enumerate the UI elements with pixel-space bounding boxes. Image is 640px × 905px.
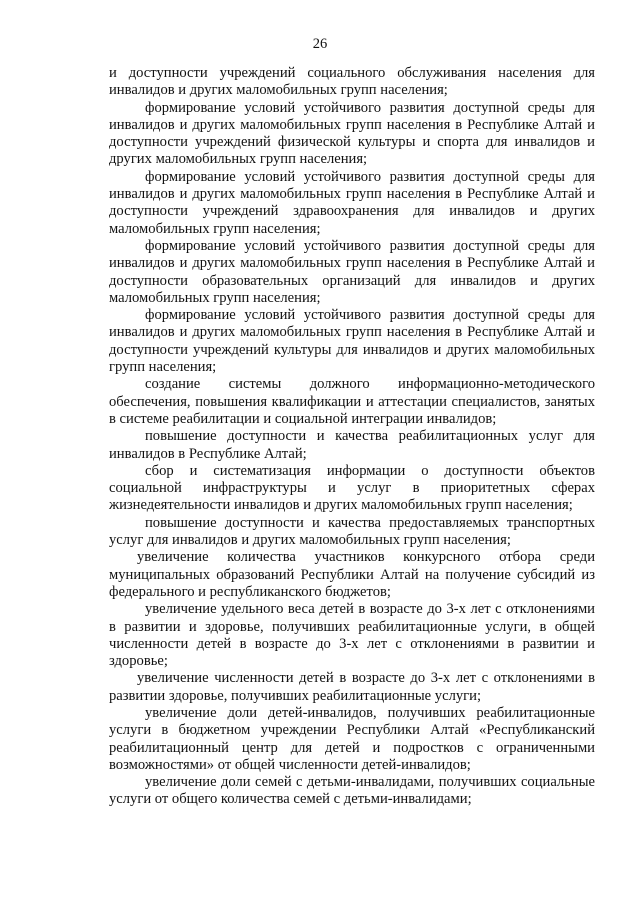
paragraph-educational-organizations: формирование условий устойчивого развития доступной среды для инвалидов и других маломобильных групп населения в Республике Алтай и доступности образовательных организаций для инвалидов и других маломобильных групп населения; [109,237,595,306]
paragraph-disabled-children-share: увеличение доли детей-инвалидов, получивших реабилитационные услуги в бюджетном учреждении Республики Алтай «Республиканский реабилитационный центр для детей и подростков с ограниченными возможностями» от общей численности детей-инвалидов; [109,704,595,773]
paragraph-children-share: увеличение удельного веса детей в возрасте до 3-х лет с отклонениями в развитии и здоровье, получивших реабилитационные услуги, в общей численности детей в возрасте до 3-х лет с отклонениями в развитии и здоровье; [109,601,595,670]
paragraph-information-collection: сбор и систематизация информации о доступности объектов социальной инфраструктуры и услуг в приоритетных сферах жизнедеятельности инвалидов и других маломобильных групп населения; [109,462,595,514]
paragraph-methodical-support: создание системы должного информационно-методического обеспечения, повышения квалификации и аттестации специалистов, занятых в системе реабилитации и социальной интеграции инвалидов; [109,376,595,427]
paragraph-continuation: и доступности учреждений социального обслуживания населения для инвалидов и других маломобильных групп населения; [109,65,595,99]
paragraph-children-count: увеличение численности детей в возрасте до 3-х лет с отклонениями в развитии здоровье, получивших реабилитационные услуги; [109,670,595,704]
paragraph-sport-facilities: формирование условий устойчивого развития доступной среды для инвалидов и других маломобильных групп населения в Республике Алтай и доступности учреждений физической культуры и спорта для инвалидов и других маломобильных групп населения; [109,99,595,168]
paragraph-culture-institutions: формирование условий устойчивого развития доступной среды для инвалидов и других маломобильных групп населения в Республике Алтай и доступности учреждений культуры для инвалидов и других маломобильных групп населения; [109,307,595,376]
paragraph-transport-services: повышение доступности и качества предоставляемых транспортных услуг для инвалидов и других маломобильных групп населения; [109,514,595,549]
paragraph-subsidy-competition: увеличение количества участников конкурсного отбора среди муниципальных образований Республики Алтай на получение субсидий из федерального и республиканского бюджетов; [109,549,595,600]
document-body [109,65,595,809]
page-number: 26 [312,36,328,52]
paragraph-rehabilitation-services: повышение доступности и качества реабилитационных услуг для инвалидов в Республике Алтай; [109,428,595,462]
paragraph-families-share: увеличение доли семей с детьми-инвалидами, получивших социальные услуги от общего количества семей с детьми-инвалидами; [109,774,595,808]
paragraph-healthcare-facilities: формирование условий устойчивого развития доступной среды для инвалидов и других маломобильных групп населения в Республике Алтай и доступности учреждений здравоохранения для инвалидов и других маломобильных групп населения; [109,168,595,237]
